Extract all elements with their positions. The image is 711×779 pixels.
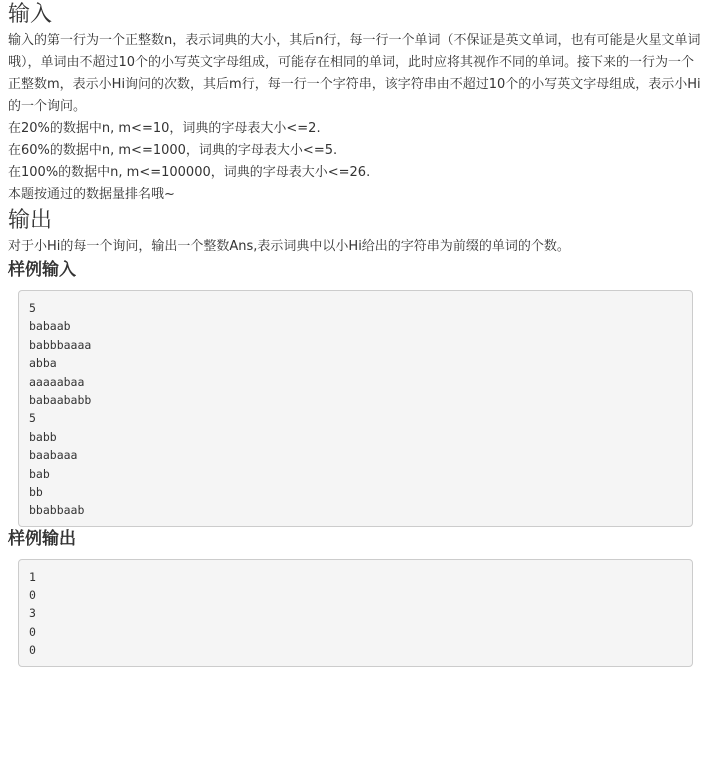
sample-input-line: bbabbaab [29,503,85,518]
sample-output-block[interactable] [18,559,693,667]
sample-output-line: 0 [29,643,36,658]
output-description: 对于小Hi的每一个询问，输出一个整数Ans,表示词典中以小Hi给出的字符串为前缀的单词的个数。 [8,239,570,254]
sample-input-block[interactable] [18,290,693,527]
constraint-20-percent: 在20%的数据中n, m<=10，词典的字母表大小<=2. [8,121,321,136]
sample-input-line: babbbaaaa [29,337,92,352]
sample-input-line: babaab [29,319,71,334]
sample-input-line: baabaaa [29,448,78,463]
input-section-title: 输入 [8,2,53,27]
constraint-100-percent: 在100%的数据中n, m<=100000，词典的字母表大小<=26. [8,165,371,180]
constraint-60-percent: 在60%的数据中n, m<=1000，词典的字母表大小<=5. [8,143,338,158]
sample-input-line: aaaaabaa [29,374,85,389]
ranking-note: 本题按通过的数据量排名哦~ [8,187,175,202]
sample-output-line: 1 [29,569,36,584]
problem-content [8,0,703,667]
sample-input-title: 样例输入 [8,260,76,280]
sample-output-line: 3 [29,606,36,621]
sample-input-line: abba [29,356,57,371]
sample-input-line: 5 [29,411,36,426]
sample-output-line: 0 [29,588,36,603]
sample-input-line: 5 [29,301,36,315]
sample-input-line: babb [29,429,57,444]
sample-output-line: 0 [29,624,36,639]
input-description: 输入的第一行为一个正整数n，表示词典的大小，其后n行，每一行一个单词（不保证是英文单词，也有可能是火星文单词哦），单词由不超过10个的小写英文字母组成，可能存在相同的单词，此时应将其视作不同的单词。接下来的一行为一个正整数m，表示小Hi询问的次数，其后m行，每一行一个字符串，该字符串由不超过10个的小写英文字母组成，表示小Hi的一个询问。 [8,33,701,114]
sample-input-line: bab [29,466,50,481]
sample-input-line: bb [29,484,43,499]
sample-input-line: babaababb [29,392,92,407]
sample-output-title: 样例输出 [8,528,76,549]
output-section-title: 输出 [8,208,53,233]
